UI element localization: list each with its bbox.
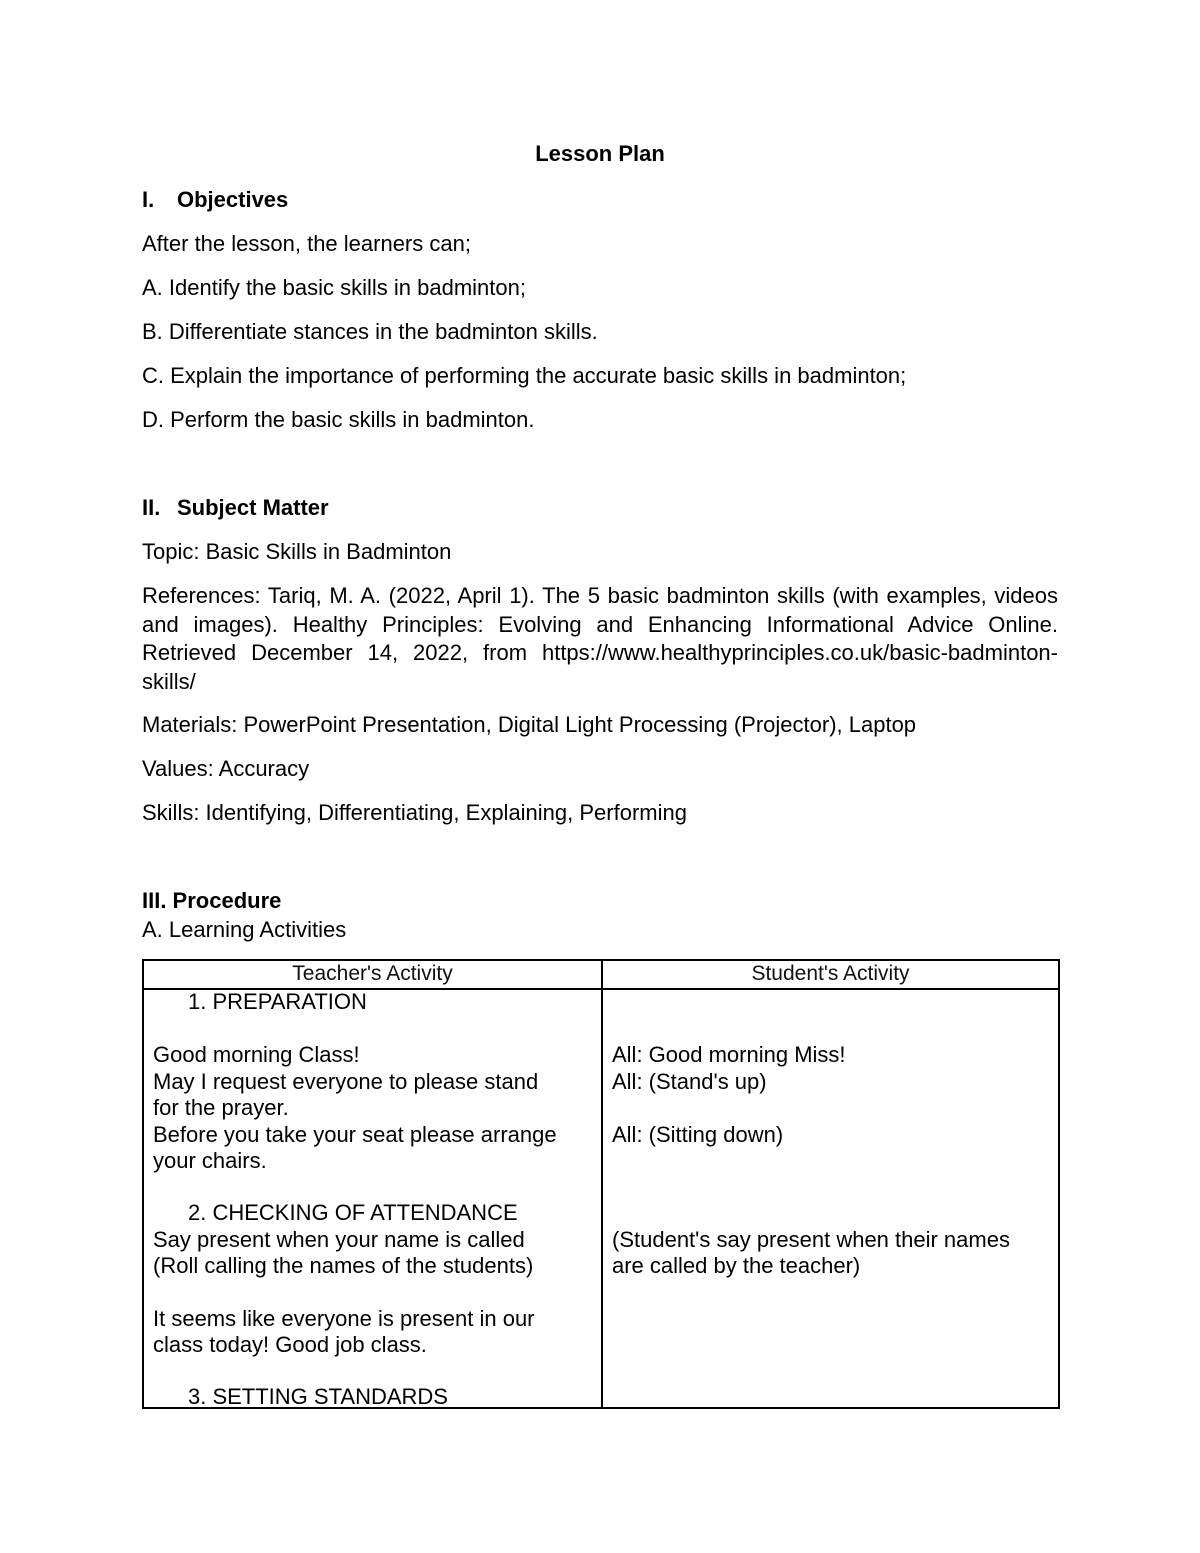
objective-item: B. Differentiate stances in the badminton skills. (142, 319, 598, 344)
teacher-prayer-line: for the prayer. (153, 1095, 289, 1120)
step-setting-standards: 3. SETTING STANDARDS (188, 1384, 448, 1409)
learning-activities-table (142, 959, 1060, 1409)
student-present-line: (Student's say present when their names (612, 1227, 1010, 1252)
objectives-intro: After the lesson, the learners can; (142, 231, 471, 256)
objective-item: D. Perform the basic skills in badminton. (142, 407, 535, 432)
student-stand: All: (Stand's up) (612, 1069, 767, 1094)
teacher-prayer-line: May I request everyone to please stand (153, 1069, 539, 1094)
student-activity-header: Student's Activity (751, 962, 910, 985)
topic-line: Topic: Basic Skills in Badminton (142, 539, 452, 564)
subject-matter-heading (142, 494, 329, 522)
page-title: Lesson Plan (535, 141, 665, 166)
teacher-attendance-line: (Roll calling the names of the students) (153, 1253, 534, 1278)
student-present-line: are called by the teacher) (612, 1253, 861, 1278)
values-line: Values: Accuracy (142, 756, 310, 781)
teacher-seat-line: your chairs. (153, 1148, 267, 1173)
objective-item: A. Identify the basic skills in badminton; (142, 275, 526, 300)
section-heading-text: Subject Matter (177, 495, 329, 520)
procedure-heading: III. Procedure (142, 888, 282, 913)
references-paragraph: References: Tariq, M. A. (2022, April 1). The 5 basic badminton skills (with examples, videos and images). Healthy Principles: Evolving and Enhancing Informational Advice Online. Retrieved December 14, 2022, from https://www.healthyprinciples.co.uk/basic-badminton-skills/ (142, 583, 1058, 694)
teacher-praise-line: It seems like everyone is present in our (153, 1306, 535, 1331)
objective-item: C. Explain the importance of performing the accurate basic skills in badminton; (142, 363, 907, 388)
step-attendance: 2. CHECKING OF ATTENDANCE (188, 1200, 518, 1225)
section-numeral: II. (142, 495, 161, 520)
objectives-heading (142, 186, 288, 214)
skills-line: Skills: Identifying, Differentiating, Explaining, Performing (142, 800, 687, 825)
student-sit: All: (Sitting down) (612, 1122, 784, 1147)
teacher-attendance-line: Say present when your name is called (153, 1227, 525, 1252)
teacher-activity-header: Teacher's Activity (292, 962, 453, 985)
teacher-seat-line: Before you take your seat please arrange (153, 1122, 557, 1147)
student-greeting: All: Good morning Miss! (612, 1042, 846, 1067)
section-numeral: I. (142, 187, 155, 212)
section-heading-text: Objectives (177, 187, 289, 212)
teacher-greeting: Good morning Class! (153, 1042, 360, 1067)
column-divider (601, 961, 603, 1407)
teacher-praise-line: class today! Good job class. (153, 1332, 427, 1357)
procedure-subheading: A. Learning Activities (142, 917, 347, 942)
step-preparation: 1. PREPARATION (188, 989, 367, 1014)
materials-line: Materials: PowerPoint Presentation, Digital Light Processing (Projector), Laptop (142, 712, 917, 737)
